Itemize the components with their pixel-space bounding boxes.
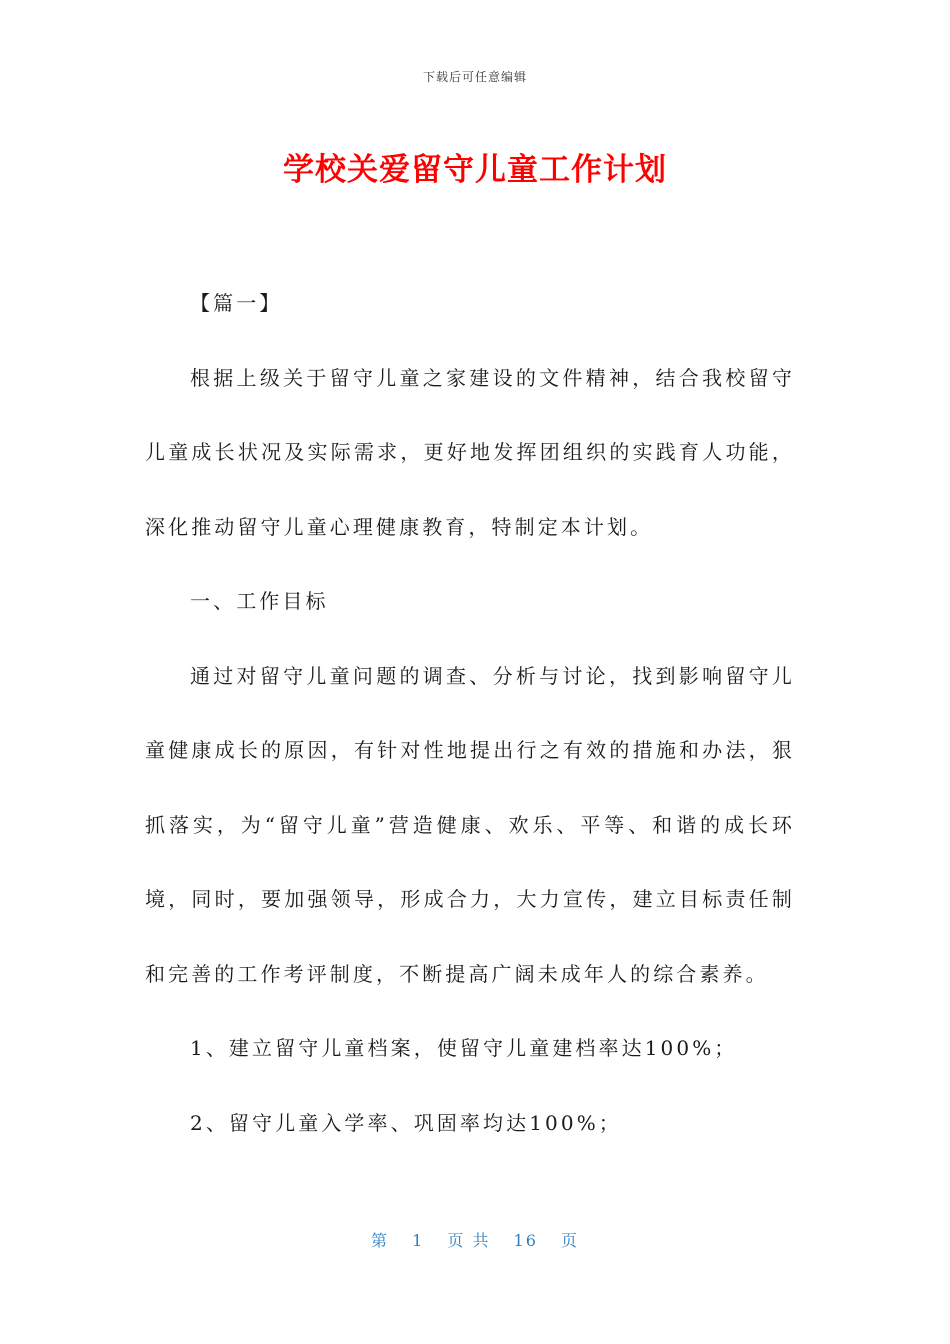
heading-work-goals: 一、工作目标 (190, 589, 329, 613)
page-footer (0, 1228, 950, 1251)
footer-suffix: 页 (561, 1231, 580, 1250)
document-body (145, 266, 795, 1160)
list-item-1: 1、建立留守儿童档案，使留守儿童建档率达100%； (190, 1036, 738, 1060)
footer-page-number: 1 (412, 1231, 425, 1250)
document-title: 学校关爱留守儿童工作计划 (283, 152, 667, 188)
paragraph-goals: 通过对留守儿童问题的调查、分析与讨论，找到影响留守儿童健康成长的原因，有针对性地提出行之有效的措施和办法，狠抓落实，为“留守儿童”营造健康、欢乐、平等、和谐的成长环境，同时，要加强领导，形成合力，大力宣传，建立目标责任制和完善的工作考评制度，不断提高广阔未成年人的综合素养。 (145, 663, 795, 986)
footer-prefix: 第 (370, 1231, 389, 1250)
paragraph-intro: 根据上级关于留守儿童之家建设的文件精神，结合我校留守儿童成长状况及实际需求，更好地发挥团组织的实践育人功能，深化推动留守儿童心理健康教育，特制定本计划。 (145, 365, 795, 539)
section-mark: 【篇一】 (190, 291, 283, 315)
footer-middle: 页 共 (447, 1231, 491, 1250)
header-note: 下载后可任意编辑 (422, 70, 527, 84)
footer-total-pages: 16 (513, 1231, 538, 1250)
list-item-2: 2、留守儿童入学率、巩固率均达100%； (190, 1110, 622, 1135)
